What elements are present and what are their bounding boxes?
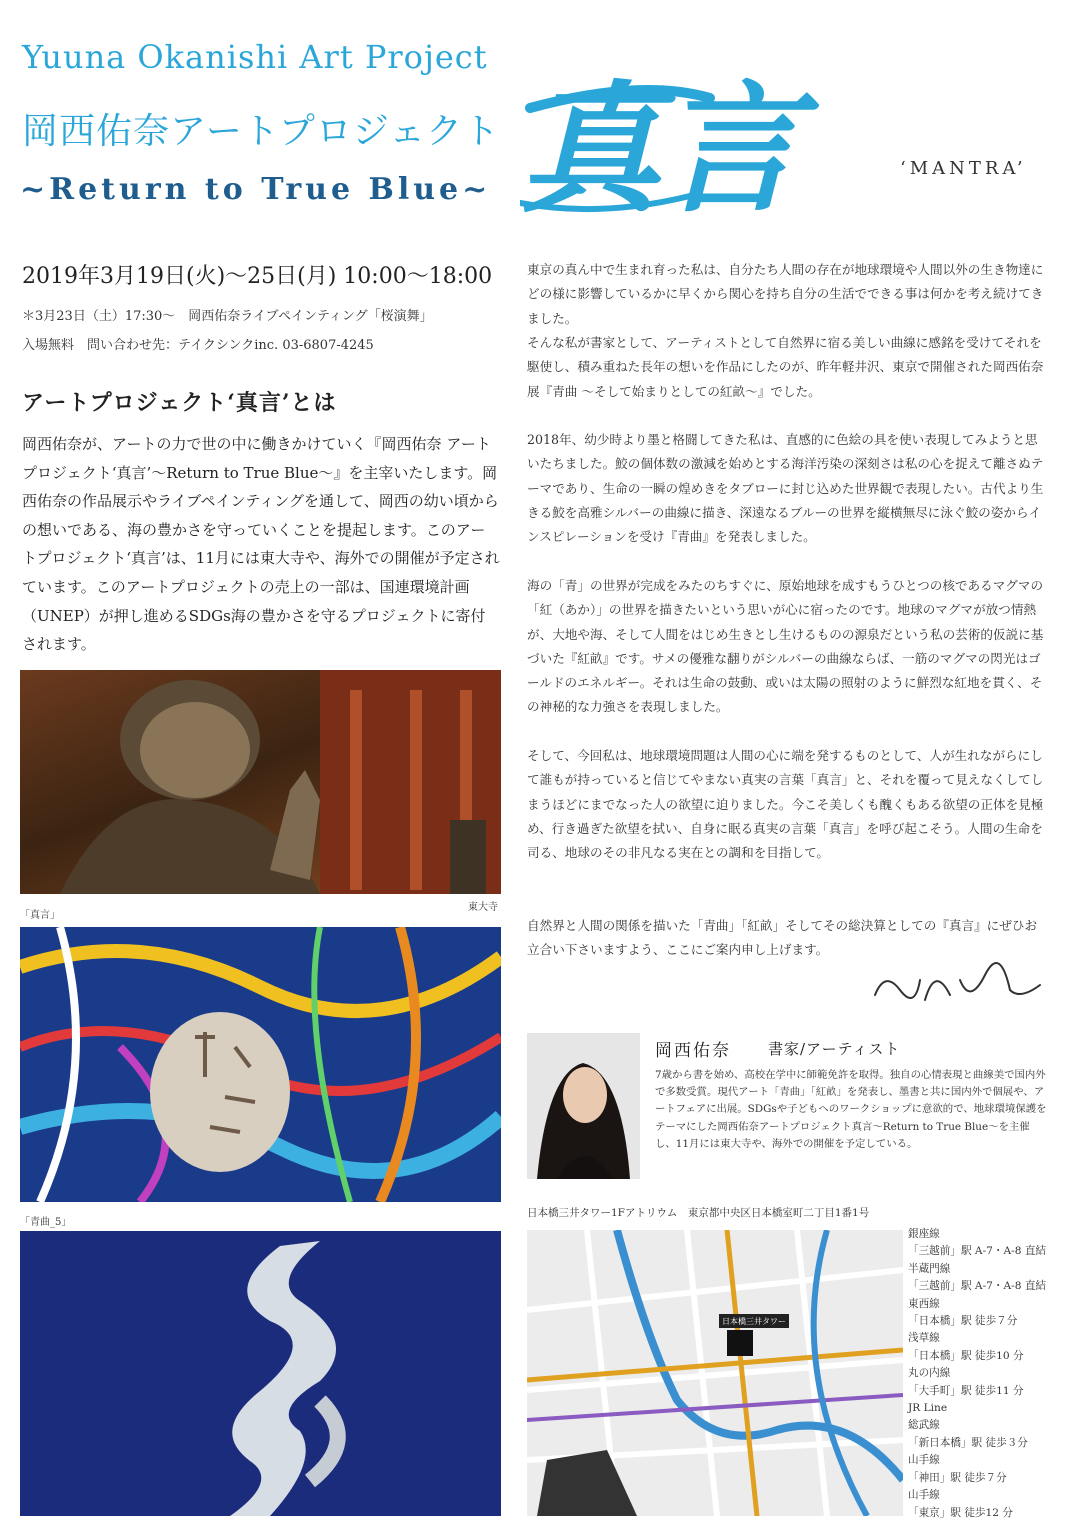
live-painting-note: ＊3月23日（土）17:30〜 岡西佑奈ライブペインティング「桜演舞」: [22, 309, 433, 324]
caption-mantra: 「真言」: [20, 910, 60, 921]
silver-brush-painting: [20, 1231, 501, 1516]
access-item: 丸の内線: [908, 1367, 951, 1380]
access-item: 「日本橋」駅 徒歩10 分: [908, 1349, 1024, 1362]
access-item: 山手線: [908, 1454, 940, 1467]
mantra-label: ‘MANTRA’: [900, 158, 1027, 179]
intro-paragraph: 岡西佑奈が、アートの力で世の中に働きかけていく『岡西佑奈 アートプロジェクト‘真言’〜Return to True Blue〜』を主宰いたします。岡西佑奈の作品展示やライブペインティングを通して、岡西の幼い頃からの想いである、海の豊かさを守っていくことを提起します。このアートプロジェクト‘真言’は、11月には東大寺や、海外での開催が予定されています。このアートプロジェクトの売上の一部は、国連環境計画（UNEP）が押し進めるSDGs海の豊かさを守るプロジェクトに寄付されます。: [22, 435, 500, 654]
map-tower-label: 日本橋三井タワー: [722, 1317, 786, 1326]
statement-p6: 自然界と人間の関係を描いた「青曲」「紅畝」そしてその総決算としての『真言』にぜひお立合い下さいますよう、ここにご案内申し上げます。: [527, 918, 1038, 958]
artist-signature: [870, 960, 1045, 1012]
statement-p1: 東京の真ん中で生まれ育った私は、自分たち人間の存在が地球環境や人間以外の生き物達にどの様に影響しているかに早くから関心を持ち自分の生活でできる事は何かを考え続けてきました。: [527, 262, 1044, 326]
venue-address: 日本橋三井タワー1Fアトリウム 東京都中央区日本橋室町二丁目1番1号: [527, 1207, 870, 1219]
statement-p4: 海の「青」の世界が完成をみたのちすぐに、原始地球を成すもうひとつの核であるマグマの「紅（あか）」の世界を描きたいという思いが心に宿ったのです。地球のマグマが放つ情熱が、大地や海、そして人間をはじめ生きとし生けるものの源泉だという私の芸術的仮説に基づいた『紅畝』です。サメの優雅な翻りがシルバーの曲線ならば、一筋のマグマの閃光はゴールドのエネルギー。それは生命の鼓動、或いは太陽の照射のように鮮烈な紅地を貫く、その神秘的な力強さを表現しました。: [527, 578, 1044, 715]
buddha-photo: [20, 670, 501, 894]
statement-p3: 2018年、幼少時より墨と格闘してきた私は、直感的に色絵の具を使い表現してみようと思いたちました。鮫の個体数の激減を始めとする海洋汚染の深刻さは私の心を捉えて離さぬテーマであり、生命の一瞬の煌めきをタブローに封じ込めた世界観で表現したい。古代より生きる鮫を高雅シルバーの曲線に描き、深遠なるブルーの世界を縦横無尽に泳ぐ鮫の姿からインスピレーションを受け『青曲』を発表しました。: [527, 432, 1044, 545]
mantra-logo-text: 真言: [520, 68, 801, 218]
access-map: [527, 1230, 903, 1516]
artist-bio: 7歳から書を始め、高校在学中に師範免許を取得。独自の心情表現と曲線美で国内外で多数受賞。現代アート「青曲」「紅畝」を発表し、墨書と共に国内外で個展や、アートフェアに出展。SDGsや子どもへのワークショップに意欲的で、地球環境保護をテーマにした岡西佑奈アートプロジェクト真言〜Return to True Blue〜を主催し、11月には東大寺や、海外での開催を予定している。: [655, 1069, 1047, 1150]
access-item: 「日本橋」駅 徒歩７分: [908, 1315, 1018, 1328]
admission-contact: 入場無料 問い合わせ先：テイクシンクinc. 03-6807-4245: [22, 338, 374, 353]
artist-role: 書家/アーティスト: [768, 1040, 901, 1058]
access-item: 総武線: [908, 1419, 940, 1432]
title-ja: 岡西佑奈アートプロジェクト: [22, 111, 501, 152]
access-item: 東西線: [908, 1297, 940, 1310]
statement-p5: そして、今回私は、地球環境問題は人間の心に端を発するものとして、人が生れながらにして誰もが持っていると信じてやまない真実の言葉「真言」と、それを覆って見えなくしてしまうほどにまでなった人の欲望に迫りました。今こそ美しくも醜くもある欲望の正体を見極め、行き過ぎた欲望を拭い、自身に眠る真実の言葉「真言」を呼び起こそう。人間の生命を司る、地球のその非凡なる実在との調和を目指して。: [527, 748, 1044, 861]
section-heading: アートプロジェクト‘真言’とは: [22, 390, 337, 416]
event-date: 2019年3月19日(火)〜25日(月) 10:00〜18:00: [22, 264, 493, 289]
caption-seikyoku: 「青曲_5」: [20, 1217, 72, 1228]
access-item: 銀座線: [908, 1228, 940, 1240]
access-item: 半蔵門線: [908, 1262, 951, 1275]
title-en: Yuuna Okanishi Art Project: [22, 38, 488, 76]
subtitle: ~Return to True Blue~: [20, 172, 492, 207]
access-item: 「東京」駅 徒歩12 分: [908, 1506, 1013, 1519]
statement-p2: そんな私が書家として、アーティストとして自然界に宿る美しい曲線に感銘を受けてそれを駆使し、積み重ねた長年の想いを作品にしたのが、昨年軽井沢、東京で開催された岡西佑奈展『青曲 〜そして始まりとしての紅畝〜』でした。: [527, 335, 1044, 399]
access-item: 山手線: [908, 1489, 940, 1502]
access-item: 「三越前」駅 A-7・A-8 直結: [908, 1280, 1047, 1293]
access-item: 「大手町」駅 徒歩11 分: [908, 1384, 1024, 1397]
mantra-logo: [520, 68, 900, 218]
access-item: 「神田」駅 徒歩７分: [908, 1471, 1007, 1484]
access-list: [908, 1226, 1068, 1522]
access-item: 「新日本橋」駅 徒歩３分: [908, 1436, 1028, 1449]
access-item: JR Line: [908, 1402, 948, 1415]
caption-todaiji: 東大寺: [468, 902, 498, 913]
artist-name: 岡西佑奈: [655, 1041, 731, 1061]
access-item: 「三越前」駅 A-7・A-8 直結: [908, 1245, 1047, 1258]
colorful-painting: [20, 927, 501, 1202]
access-item: 浅草線: [908, 1332, 940, 1345]
artist-portrait: [527, 1033, 640, 1179]
